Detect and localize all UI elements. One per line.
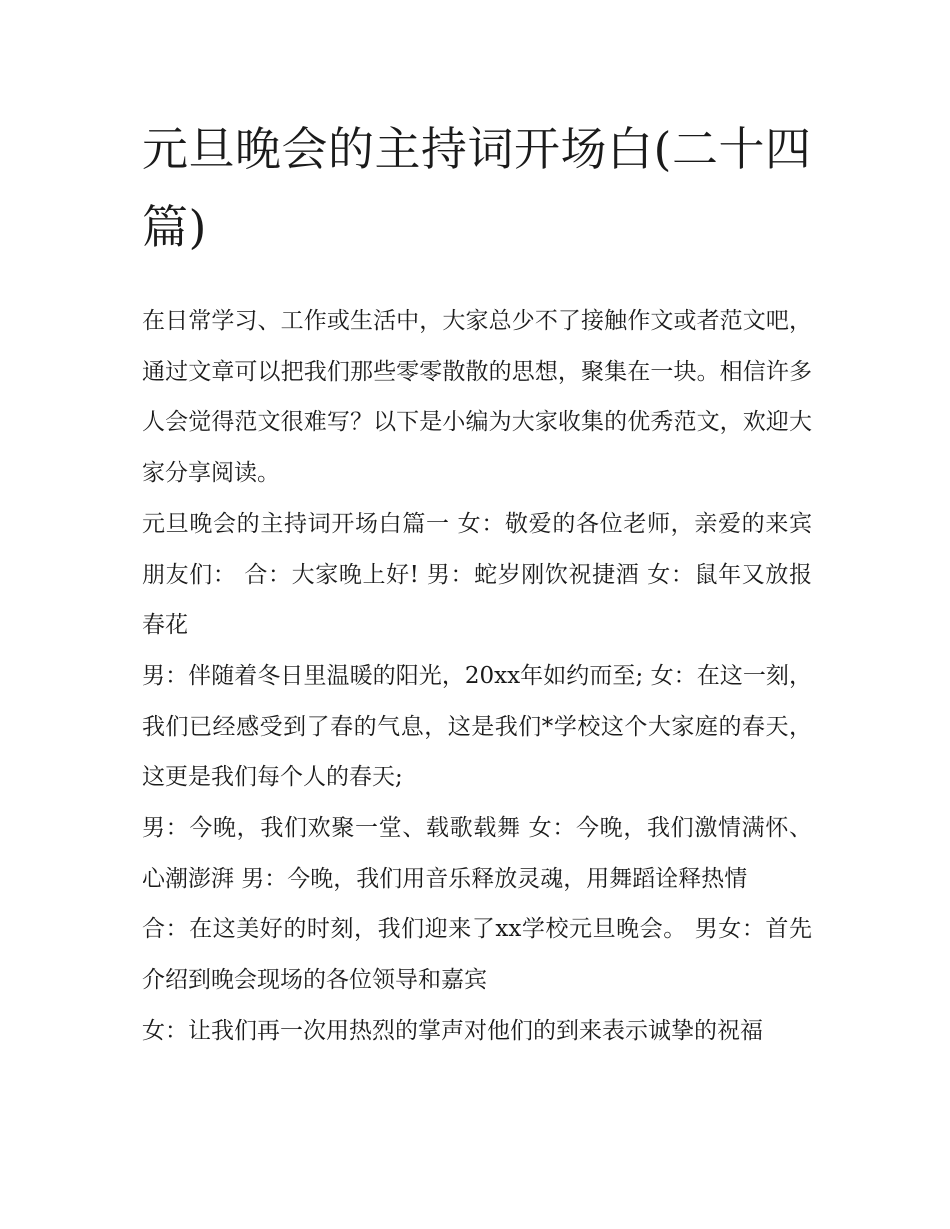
title-spacer (142, 266, 812, 296)
paragraph-new-year: 男：伴随着冬日里温暖的阳光，20xx年如约而至; 女：在这一刻，我们已经感受到了春的气息，这是我们*学校这个大家庭的春天，这更是我们每个人的春天; (142, 662, 812, 791)
document-title: 元旦晚会的主持词开场白(二十四篇) (142, 122, 812, 254)
paragraph-intro: 在日常学习、工作或生活中，大家总少不了接触作文或者范文吧，通过文章可以把我们那些零零散散的思想，聚集在一块。相信许多人会觉得范文很难写？以下是小编为大家收集的优秀范文，欢迎大家分享阅读。 (142, 308, 812, 487)
document-page (142, 110, 812, 1057)
paragraph-opening: 元旦晚会的主持词开场白篇一 女：敬爱的各位老师，亲爱的来宾朋友们： 合：大家晚上好! 男：蛇岁刚饮祝捷酒 女：鼠年又放报春花 (142, 510, 812, 639)
paragraph-introduce-guests: 合：在这美好的时刻，我们迎来了xx学校元旦晚会。 男女：首先介绍到晚会现场的各位领导和嘉宾 (142, 916, 812, 994)
paragraph-applause: 女：让我们再一次用热烈的掌声对他们的到来表示诚挚的祝福 (142, 1017, 763, 1044)
paragraph-tonight: 男：今晚，我们欢聚一堂、载歌载舞 女：今晚，我们激情满怀、心潮澎湃 男：今晚，我们用音乐释放灵魂，用舞蹈诠释热情 (142, 815, 812, 892)
